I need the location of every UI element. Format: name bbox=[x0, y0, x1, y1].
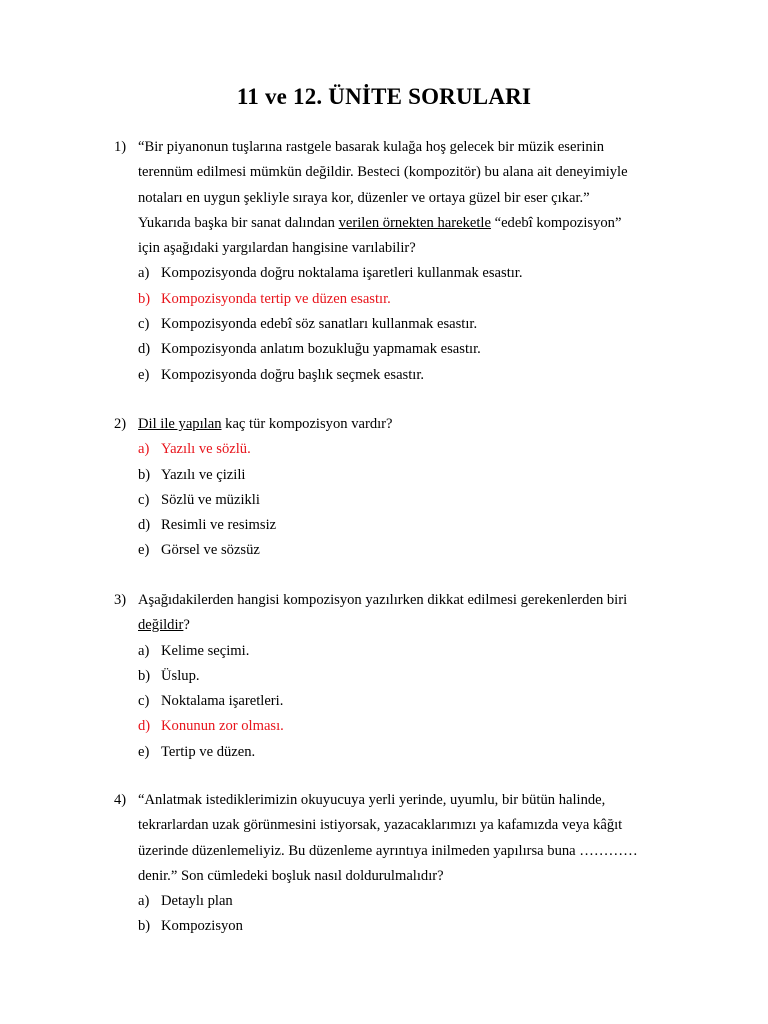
answer-option bbox=[0, 740, 768, 765]
underlined-text: Dil ile yapılan bbox=[138, 416, 222, 432]
answer-option bbox=[0, 463, 768, 488]
option-letter: b) bbox=[138, 290, 151, 307]
question-4 bbox=[0, 788, 768, 940]
question-text-line bbox=[0, 839, 768, 864]
option-letter: a) bbox=[138, 265, 150, 282]
question-text-line bbox=[0, 412, 768, 437]
question-text-line bbox=[0, 135, 768, 160]
option-text: Tertip ve düzen. bbox=[161, 743, 256, 760]
text-segment: terennüm edilmesi mümkün değildir. Besteci (kompozitör) bu alana ait deneyimiyle bbox=[138, 164, 628, 181]
answer-option bbox=[0, 914, 768, 939]
question-text bbox=[138, 135, 604, 160]
option-letter: e) bbox=[138, 542, 150, 559]
text-segment: tekrarlardan uzak görünmesini istiyorsak, yazacaklarımızı ya kafamızda veya kâğıt bbox=[138, 817, 623, 834]
answer-option bbox=[0, 639, 768, 664]
option-text: Görsel ve sözsüz bbox=[161, 542, 260, 559]
option-letter: e) bbox=[138, 366, 150, 383]
question-text bbox=[138, 186, 590, 211]
answer-option bbox=[0, 312, 768, 337]
answer-option bbox=[0, 889, 768, 914]
option-letter: c) bbox=[138, 693, 150, 710]
option-letter: c) bbox=[138, 316, 150, 333]
answer-option bbox=[0, 689, 768, 714]
text-segment: “Bir piyanonun tuşlarına rastgele basarak kulağa hoş gelecek bir müzik eserinin bbox=[138, 139, 605, 155]
question-text-line bbox=[0, 788, 768, 813]
text-segment: Yukarıda başka bir sanat dalından bbox=[138, 214, 339, 231]
question-number: 1) bbox=[114, 139, 127, 155]
question-text bbox=[138, 864, 444, 889]
answer-option bbox=[0, 261, 768, 286]
text-segment: için aşağıdaki yargılardan hangisine varılabilir? bbox=[138, 240, 416, 257]
text-segment: “edebî kompozisyon” bbox=[490, 214, 622, 231]
option-text: Konunun zor olması. bbox=[161, 718, 284, 735]
question-text-line bbox=[0, 211, 768, 236]
option-text: Detaylı plan bbox=[161, 893, 233, 910]
question-number: 4) bbox=[114, 792, 127, 808]
question-number: 3) bbox=[114, 592, 127, 608]
text-segment: notaları en uygun şekliyle sıraya kor, düzenler ve ortaya güzel bir eser çıkar.” bbox=[138, 189, 590, 206]
option-letter: d) bbox=[138, 718, 151, 735]
question-text bbox=[138, 160, 628, 185]
option-text: Noktalama işaretleri. bbox=[161, 693, 284, 710]
question-text-line bbox=[0, 236, 768, 261]
answer-option-correct bbox=[0, 287, 768, 312]
option-letter: b) bbox=[138, 918, 151, 935]
question-text bbox=[138, 839, 638, 864]
option-letter: b) bbox=[138, 466, 151, 483]
text-segment: üzerinde düzenlemeliyiz. Bu düzenleme ayrıntıya inilmeden yapılırsa buna ………… bbox=[138, 842, 638, 859]
underlined-text: verilen örnekten hareketle bbox=[338, 214, 491, 231]
page-title: 11 ve 12. ÜNİTE SORULARI bbox=[236, 84, 532, 109]
question-text-line bbox=[0, 813, 768, 838]
option-text: Üslup. bbox=[161, 667, 200, 684]
option-letter: d) bbox=[138, 517, 151, 534]
text-segment: denir.” Son cümledeki boşluk nasıl doldurulmalıdır? bbox=[138, 867, 444, 884]
option-text: Yazılı ve sözlü. bbox=[161, 441, 251, 458]
question-text-line bbox=[0, 588, 768, 613]
answer-option-correct bbox=[0, 714, 768, 739]
option-letter: c) bbox=[138, 491, 150, 508]
option-text: Kompozisyonda tertip ve düzen esastır. bbox=[161, 290, 391, 307]
option-text: Kompozisyonda doğru noktalama işaretleri kullanmak esastır. bbox=[161, 265, 523, 282]
question-text bbox=[138, 412, 393, 437]
answer-option-correct bbox=[0, 437, 768, 462]
option-text: Resimli ve resimsiz bbox=[161, 517, 277, 534]
text-segment: “Anlatmak istediklerimizin okuyucuya yerli yerinde, uyumlu, bir bütün halinde, bbox=[138, 792, 606, 808]
answer-option bbox=[0, 513, 768, 538]
question-text-line bbox=[0, 160, 768, 185]
question-text-line bbox=[0, 186, 768, 211]
question-text bbox=[138, 588, 627, 613]
option-text: Kompozisyonda doğru başlık seçmek esastır. bbox=[161, 366, 425, 383]
question-2 bbox=[0, 412, 768, 564]
option-text: Kelime seçimi. bbox=[161, 642, 250, 659]
option-text: Kompozisyonda edebî söz sanatları kullanmak esastır. bbox=[161, 316, 478, 333]
option-letter: e) bbox=[138, 743, 150, 760]
text-segment: ? bbox=[183, 617, 190, 634]
option-text: Kompozisyon bbox=[161, 918, 243, 935]
question-number: 2) bbox=[114, 416, 127, 432]
question-text bbox=[138, 236, 416, 261]
answer-option bbox=[0, 337, 768, 362]
question-text bbox=[138, 788, 605, 813]
question-text bbox=[138, 813, 622, 838]
question-3 bbox=[0, 588, 768, 765]
option-letter: a) bbox=[138, 441, 150, 458]
question-text bbox=[138, 211, 621, 236]
option-letter: a) bbox=[138, 893, 150, 910]
answer-option bbox=[0, 664, 768, 689]
answer-option bbox=[0, 488, 768, 513]
answer-option bbox=[0, 538, 768, 563]
option-letter: a) bbox=[138, 642, 150, 659]
option-letter: d) bbox=[138, 341, 151, 358]
option-text: Kompozisyonda anlatım bozukluğu yapmamak esastır. bbox=[161, 341, 481, 358]
option-text: Sözlü ve müzikli bbox=[161, 491, 260, 508]
option-text: Yazılı ve çizili bbox=[161, 466, 246, 483]
question-text-line bbox=[0, 613, 768, 638]
text-segment: Aşağıdakilerden hangisi kompozisyon yazılırken dikkat edilmesi gerekenlerden biri bbox=[138, 592, 628, 608]
option-letter: b) bbox=[138, 667, 151, 684]
question-text bbox=[138, 613, 190, 638]
question-1 bbox=[0, 135, 768, 388]
underlined-text: değildir bbox=[138, 617, 184, 634]
answer-option bbox=[0, 363, 768, 388]
text-segment: kaç tür kompozisyon vardır? bbox=[221, 416, 393, 432]
question-text-line bbox=[0, 864, 768, 889]
